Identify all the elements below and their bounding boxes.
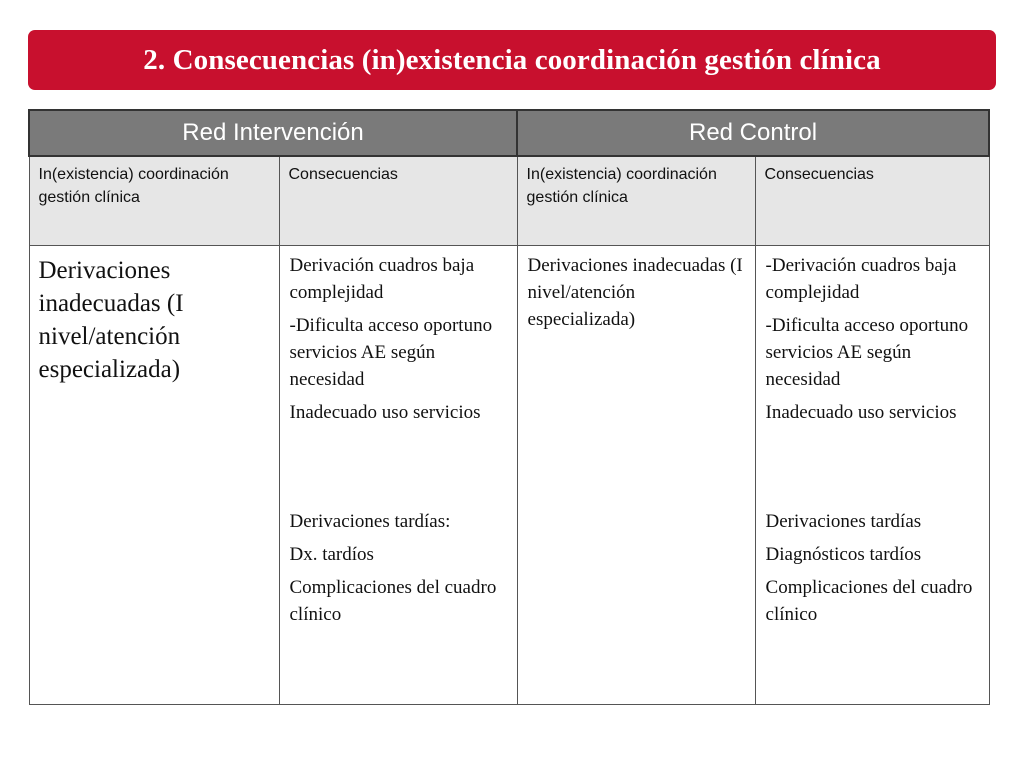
cell-control-consequences <box>755 246 989 705</box>
slide-title: 2. Consecuencias (in)existencia coordinación gestión clínica <box>143 43 881 76</box>
consequence-item: Dx. tardíos <box>289 544 374 565</box>
spacer <box>290 432 509 508</box>
group-header-control: Red Control <box>517 110 989 156</box>
consequence-item: Derivación cuadros baja complejidad <box>289 255 475 303</box>
consequence-item: Inadecuado uso servicios <box>289 402 481 423</box>
group-header-intervention: Red Intervención <box>29 110 517 156</box>
subheader-consequences-control: Consecuencias <box>755 156 989 246</box>
cell-control-coordination <box>517 246 755 705</box>
comparison-table <box>28 109 990 705</box>
cell-text: Derivaciones inadecuadas (I nivel/atención especializada) <box>527 255 743 330</box>
consequence-item: Derivaciones tardías: <box>289 511 451 532</box>
consequence-item: Complicaciones del cuadro clínico <box>765 577 973 625</box>
title-banner <box>28 30 996 90</box>
consequence-item: -Dificulta acceso oportuno servicios AE según necesidad <box>289 315 493 390</box>
spacer <box>766 432 981 508</box>
consequence-item: -Derivación cuadros baja complejidad <box>765 255 957 303</box>
subheader-consequences-intervention: Consecuencias <box>279 156 517 246</box>
cell-intervention-coordination <box>29 246 279 705</box>
consequence-item: Inadecuado uso servicios <box>765 402 957 423</box>
cell-text: Derivaciones inadecuadas (I nivel/atención especializada) <box>38 257 184 383</box>
subheader-coordination-control: In(existencia) coordinación gestión clínica <box>517 156 755 246</box>
cell-intervention-consequences <box>279 246 517 705</box>
consequence-item: Derivaciones tardías <box>765 511 922 532</box>
consequence-item: Complicaciones del cuadro clínico <box>289 577 497 625</box>
subheader-coordination-intervention: In(existencia) coordinación gestión clínica <box>29 156 279 246</box>
table-row <box>29 246 989 705</box>
consequence-item: -Dificulta acceso oportuno servicios AE según necesidad <box>765 315 969 390</box>
consequence-item: Diagnósticos tardíos <box>765 544 922 565</box>
